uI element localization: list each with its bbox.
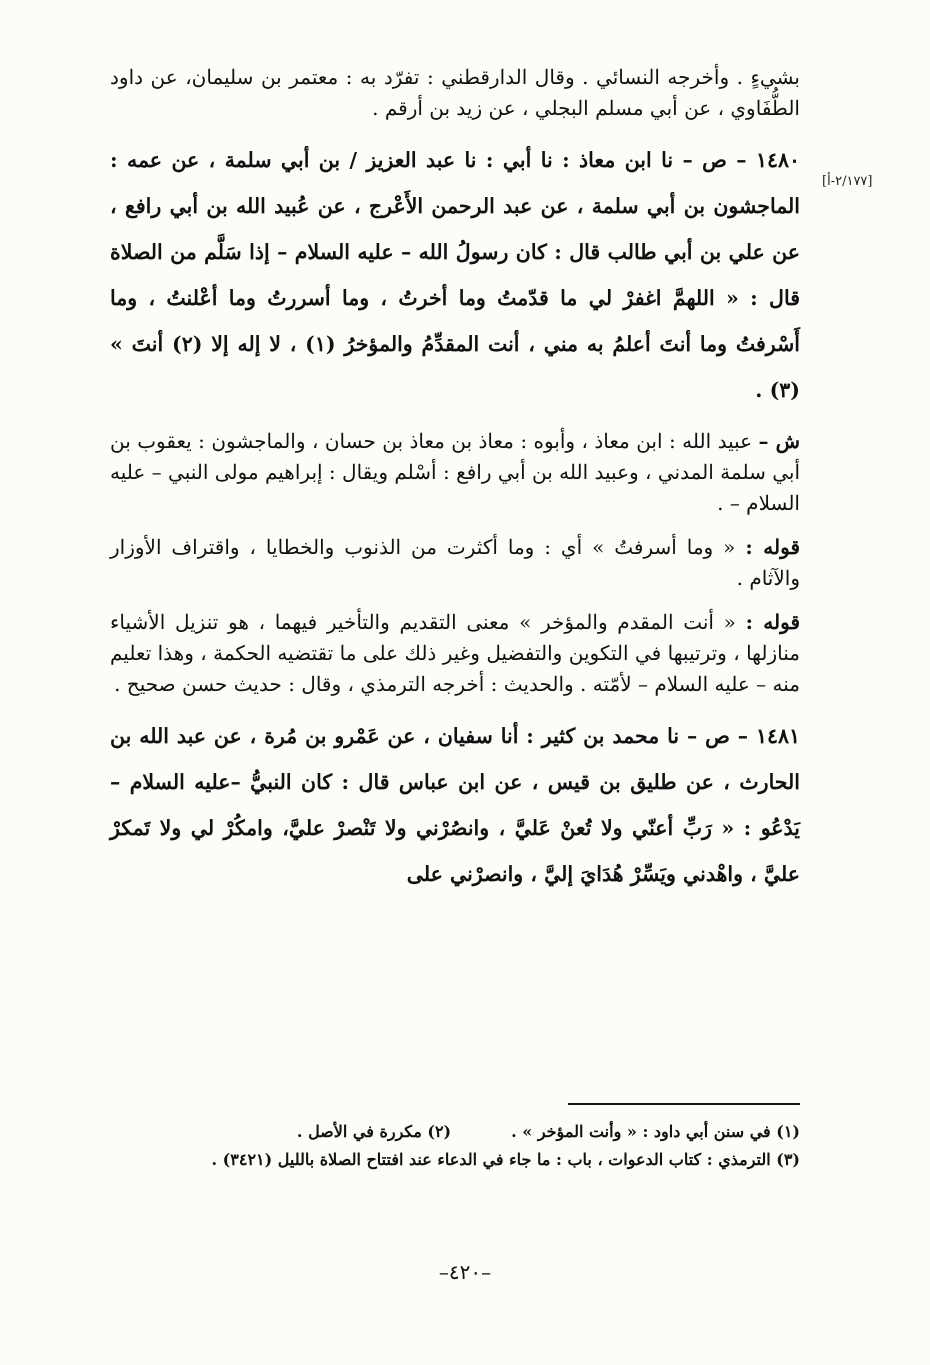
footnote-3: (٣) الترمذي : كتاب الدعوات ، باب : ما جاء في الدعاء عند افتتاح الصلاة بالليل (٣٤٢١) . (211, 1150, 800, 1169)
paragraph-lead: قوله : (745, 610, 801, 634)
paragraph-text: ١٤٨٠ – ص – نا ابن معاذ : نا أبي : نا عبد العزيز / بن أبي سلمة ، عن عمه : الماجشون بن أبي سلمة ، عن عبد الرحمن الأَعْرج ، عن عُبيد الله بن أبي رافع ، عن علي بن أبي طالب قال : كان رسولُ الله – عليه السلام – إذا سَلَّم من الصلاة قال : « اللهمَّ اغفرْ لي ما قدّمتُ وما أخرتُ ، وما أسررتُ وما أعْلنتُ ، وما أَسْرفتُ وما أنتَ أعلمُ به مني ، أنت المقدِّمُ والمؤخرُ (١) ، لا إله إلا (٢) أنتَ » (٣) . (110, 148, 800, 402)
page-number: –٤٢٠– (438, 1260, 492, 1284)
footnote-2: (٢) مكررة في الأصل . (296, 1122, 452, 1141)
paragraph-text: « أنت المقدم والمؤخر » معنى التقديم والتأخير فيهما ، هو تنزيل الأشياء منازلها ، وترتيبها في التكوين والتفضيل وغير ذلك على ما تقتضيه الحكمة ، وهذا تعليم منه – عليه السلام – لأمّته . والحديث : أخرجه الترمذي ، وقال : حديث حسن صحيح . (110, 610, 800, 696)
paragraph-intro (110, 62, 800, 124)
commentary-narrators (110, 426, 800, 519)
paragraph-lead: قوله : (745, 535, 800, 559)
footnotes (110, 1118, 800, 1174)
commentary-asraftu (110, 532, 800, 594)
paragraph-text: عبيد الله : ابن معاذ ، وأبوه : معاذ بن معاذ بن حسان ، والماجشون : يعقوب بن أبي سلمة المدني ، وعبيد الله بن أبي رافع : أسْلم ويقال : إبراهيم مولى النبي – عليه السلام – . (110, 429, 800, 515)
footnote-divider (568, 1103, 800, 1105)
footnote-row (110, 1118, 800, 1146)
hadith-1480 (110, 137, 800, 413)
paragraph-text: « وما أسرفتُ » أي : وما أكثرت من الذنوب والخطايا ، واقتراف الأوزار والآثام . (110, 535, 800, 590)
paragraph-text: بشيءٍ . وأخرجه النسائي . وقال الدارقطني : تفرّد به : معتمر بن سليمان، عن داود الطُّفَاوي ، عن أبي مسلم البجلي ، عن زيد بن أرقم . (110, 65, 800, 120)
paragraph-text: ١٤٨١ – ص – نا محمد بن كثير : أنا سفيان ، عن عَمْرو بن مُرة ، عن عبد الله بن الحارث ، عن طليق بن قيس ، عن ابن عباس قال : كان النبيُّ –عليه السلام – يَدْعُو : « رَبِّ أعنّي ولا تُعنْ عَليَّ ، وانصُرْني ولا تَنْصرْ عليَّ، وامكُرْ لي ولا تَمكرْ عليَّ ، واهْدني ويَسِّرْ هُدَايَ إليَّ ، وانصرْني على (110, 724, 800, 886)
margin-reference: [٢/١٧٧-أ] (822, 174, 873, 189)
commentary-muqaddim (110, 607, 800, 700)
footnote-1: (١) في سنن أبي داود : « وأنت المؤخر » . (511, 1122, 800, 1141)
paragraph-lead: ش – (758, 429, 800, 453)
hadith-1481 (110, 713, 800, 897)
